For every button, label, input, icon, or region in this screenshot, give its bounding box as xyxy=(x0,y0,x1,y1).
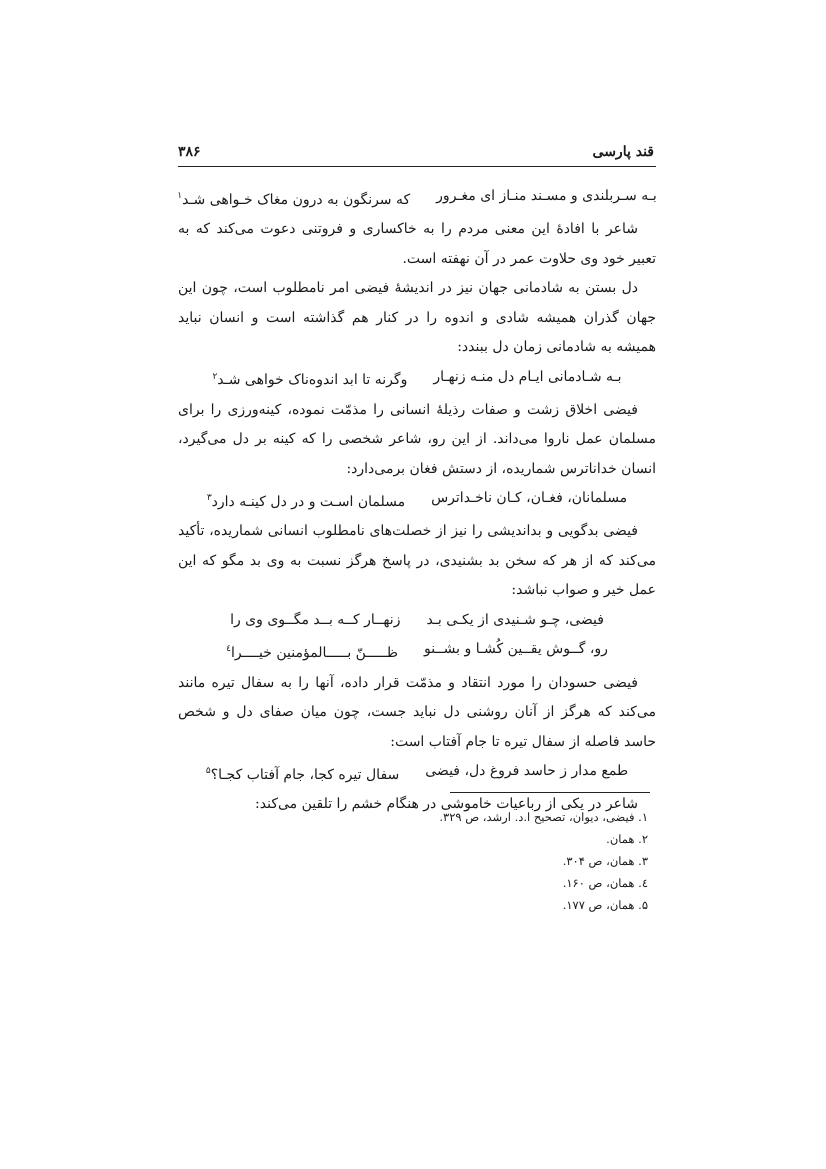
paragraph: دل بستن به شادمانی جهان نیز در اندیشهٔ فیضی امر نامطلوب است، چون این جهان گذران همیشه شادی و اندوه را در کنار هم گذاشته است و انسان نباید همیشه به شادمانی زمان دل ببندد: xyxy=(178,280,656,356)
hemistich-second xyxy=(206,757,399,790)
footnote-item: ٤. همان، ص ۱۶۰. xyxy=(562,876,648,890)
hemistich-second xyxy=(230,606,400,636)
footnote-marker[interactable]: ۵ xyxy=(205,766,211,777)
footnote-marker[interactable]: ۱ xyxy=(177,191,183,201)
hemistich-first: بـه سـربلندی و مسـند منـاز ای مغـرور xyxy=(436,188,657,204)
page-number: ۳۸۶ xyxy=(178,144,201,160)
verse-line xyxy=(178,363,656,396)
hemistich-second xyxy=(207,484,405,517)
paragraph: فیضی اخلاق زشت و صفات رذیلهٔ انسانی را مذمّت نموده، کینه‌ورزی را برای مسلمان عمل ناروا می‌داند. از این رو، شاعر شخصی را که کینه بر دل می‌گیرد، انسان خداناترس شماریده، از دستش فغان برمی‌دارد: xyxy=(178,401,656,477)
paragraph: فیضی حسودان را مورد انتقاد و مذمّت قرار داده، آنها را به سفال تیره مانند می‌کند که هرگز از آنان روشنی دل نباید جست، چون میان صفای دل و شخص حاسد فاصله از سفال تیره تا جام آفتاب است: xyxy=(178,674,656,750)
hemistich-second-text: سفال تیره کجا، جام آفتاب کجـا؟ xyxy=(210,766,400,783)
footnote-marker[interactable]: ۳ xyxy=(206,493,212,504)
hemistich-second xyxy=(212,363,407,396)
footnote-item: ۲. همان. xyxy=(606,832,648,846)
body-text xyxy=(178,182,656,820)
verse-line xyxy=(178,757,656,790)
hemistich-first: بـه شـادمانی ایـام دل منـه زنهـار xyxy=(433,368,622,385)
hemistich-second xyxy=(226,635,398,668)
footnote-separator xyxy=(450,792,650,793)
footnote-item: ۱. فیضی، دیوان، تصحیح ا.د. ارشد، ص ۳۲۹. xyxy=(439,810,648,824)
hemistich-first: فیضی، چـو شـنیدی از یکـی بـد xyxy=(426,611,604,628)
hemistich-first: رو، گــوش یقــین کُشـا و بشــنو xyxy=(423,641,608,658)
hemistich-first: مسلمانان، فغـان، کـان ناخـداترس xyxy=(431,490,628,507)
verse-line xyxy=(178,484,656,517)
paragraph: شاعر در یکی از رباعیات خاموشی در هنگام خشم را تلقین می‌کند: xyxy=(255,796,638,813)
hemistich-second-text: زنهــار کــه بــد مگــوی وی را xyxy=(230,611,401,628)
verse-line xyxy=(178,182,656,215)
footnote-item: ۳. همان، ص ۳۰۴. xyxy=(562,854,648,868)
hemistich-second-text: وگرنه تا ابد اندوه‌ناک خواهی شـد xyxy=(217,372,408,389)
paragraph: شاعر با افادهٔ این معنی مردم را به خاکساری و فروتنی دعوت می‌کند که به تعبیر خود وی حلاوت عمر در آن نهفته است. xyxy=(178,221,656,267)
journal-title: قند پارسی xyxy=(592,144,654,160)
verse-line xyxy=(178,635,656,668)
hemistich-second-text: ظـــــنّ بـــــالمؤمنین خیــــرا xyxy=(231,645,398,662)
hemistich-second-text: که سرنگون به درون مغاک خـواهی شـد xyxy=(182,191,411,208)
hemistich-second xyxy=(177,182,410,215)
footnotes xyxy=(348,806,648,916)
hemistich-second-text: مسلمان اسـت و در دل کینـه دارد xyxy=(211,493,406,510)
verse-line xyxy=(178,606,656,636)
footnote-marker[interactable]: ۲ xyxy=(212,371,218,382)
hemistich-first: طمع مدار ز حاسد فروغ دل، فیضی xyxy=(425,763,629,780)
footnote-marker[interactable]: ٤ xyxy=(226,644,231,655)
running-header xyxy=(178,144,656,167)
footnote-item: ۵. همان، ص ۱۷۷. xyxy=(562,898,648,912)
paragraph: فیضی بدگویی و بداندیشی را نیز از خصلت‌های نامطلوب انسانی شماریده، تأکید می‌کند که از هر که سخن بد بشنیدی، در پاسخ هرگز نسبت به وی بد مگو که این عمل خیر و صواب نباشد: xyxy=(178,523,656,599)
